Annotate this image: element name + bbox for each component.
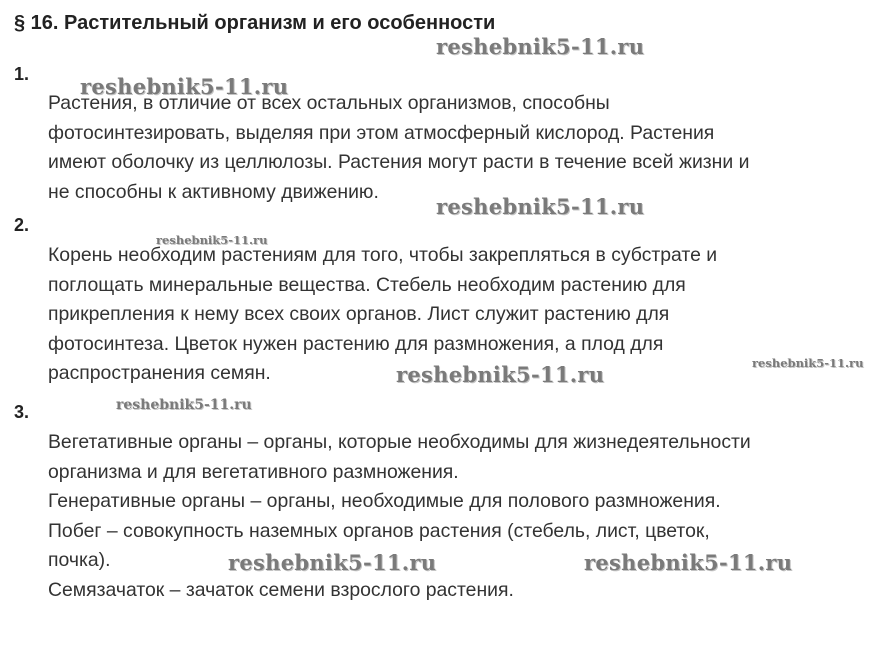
watermark: reshebnik5-11.ru [752,356,864,370]
text-line: Семязачаток – зачаток семени взрослого растения. [48,578,514,601]
answer-number-1: 1. [14,64,30,84]
text-line: прикрепления к нему всех своих органов. Лист служит растению для [48,303,670,325]
answer-text-3 [48,428,888,605]
text-line: имеют оболочку из целлюлозы. Растения могут расти в течение всей жизни и [48,151,750,173]
text-line: фотосинтеза. Цветок нужен растению для размножения, а плод для [48,332,664,355]
watermark: reshebnik5-11.ru [584,550,793,575]
text-line: почка). [48,549,111,571]
text-line: не способны к активному движению. [48,180,379,203]
text-line: распространения семян. [48,362,271,384]
text-line: Корень необходим растениям для того, чтобы закрепляться в субстрате и [48,244,718,266]
text-line: фотосинтезировать, выделяя при этом атмосферный кислород. Растения [48,121,715,144]
text-line: организма и для вегетативного размножения. [48,460,459,483]
page-title: § 16. Растительный организм и его особенности [14,12,496,34]
watermark: reshebnik5-11.ru [228,550,437,575]
answer-number-2: 2. [14,215,30,235]
watermark: reshebnik5-11.ru [80,74,289,99]
text-line: Вегетативные органы – органы, которые необходимы для жизнедеятельности [48,431,751,453]
text-line: Растения, в отличие от всех остальных организмов, способны [48,92,610,114]
watermark: reshebnik5-11.ru [436,194,645,219]
answer-number-3: 3. [14,402,30,422]
watermark: reshebnik5-11.ru [116,397,252,413]
watermark: reshebnik5-11.ru [396,362,605,387]
watermark: reshebnik5-11.ru [436,34,645,59]
answer-text-2 [48,241,888,389]
watermark: reshebnik5-11.ru [156,233,268,247]
answer-text-1 [48,89,888,207]
text-line: Побег – совокупность наземных органов растения (стебель, лист, цветок, [48,519,710,542]
text-line: Генеративные органы – органы, необходимые для полового размножения. [48,490,721,512]
text-line: поглощать минеральные вещества. Стебель необходим растению для [48,273,686,296]
